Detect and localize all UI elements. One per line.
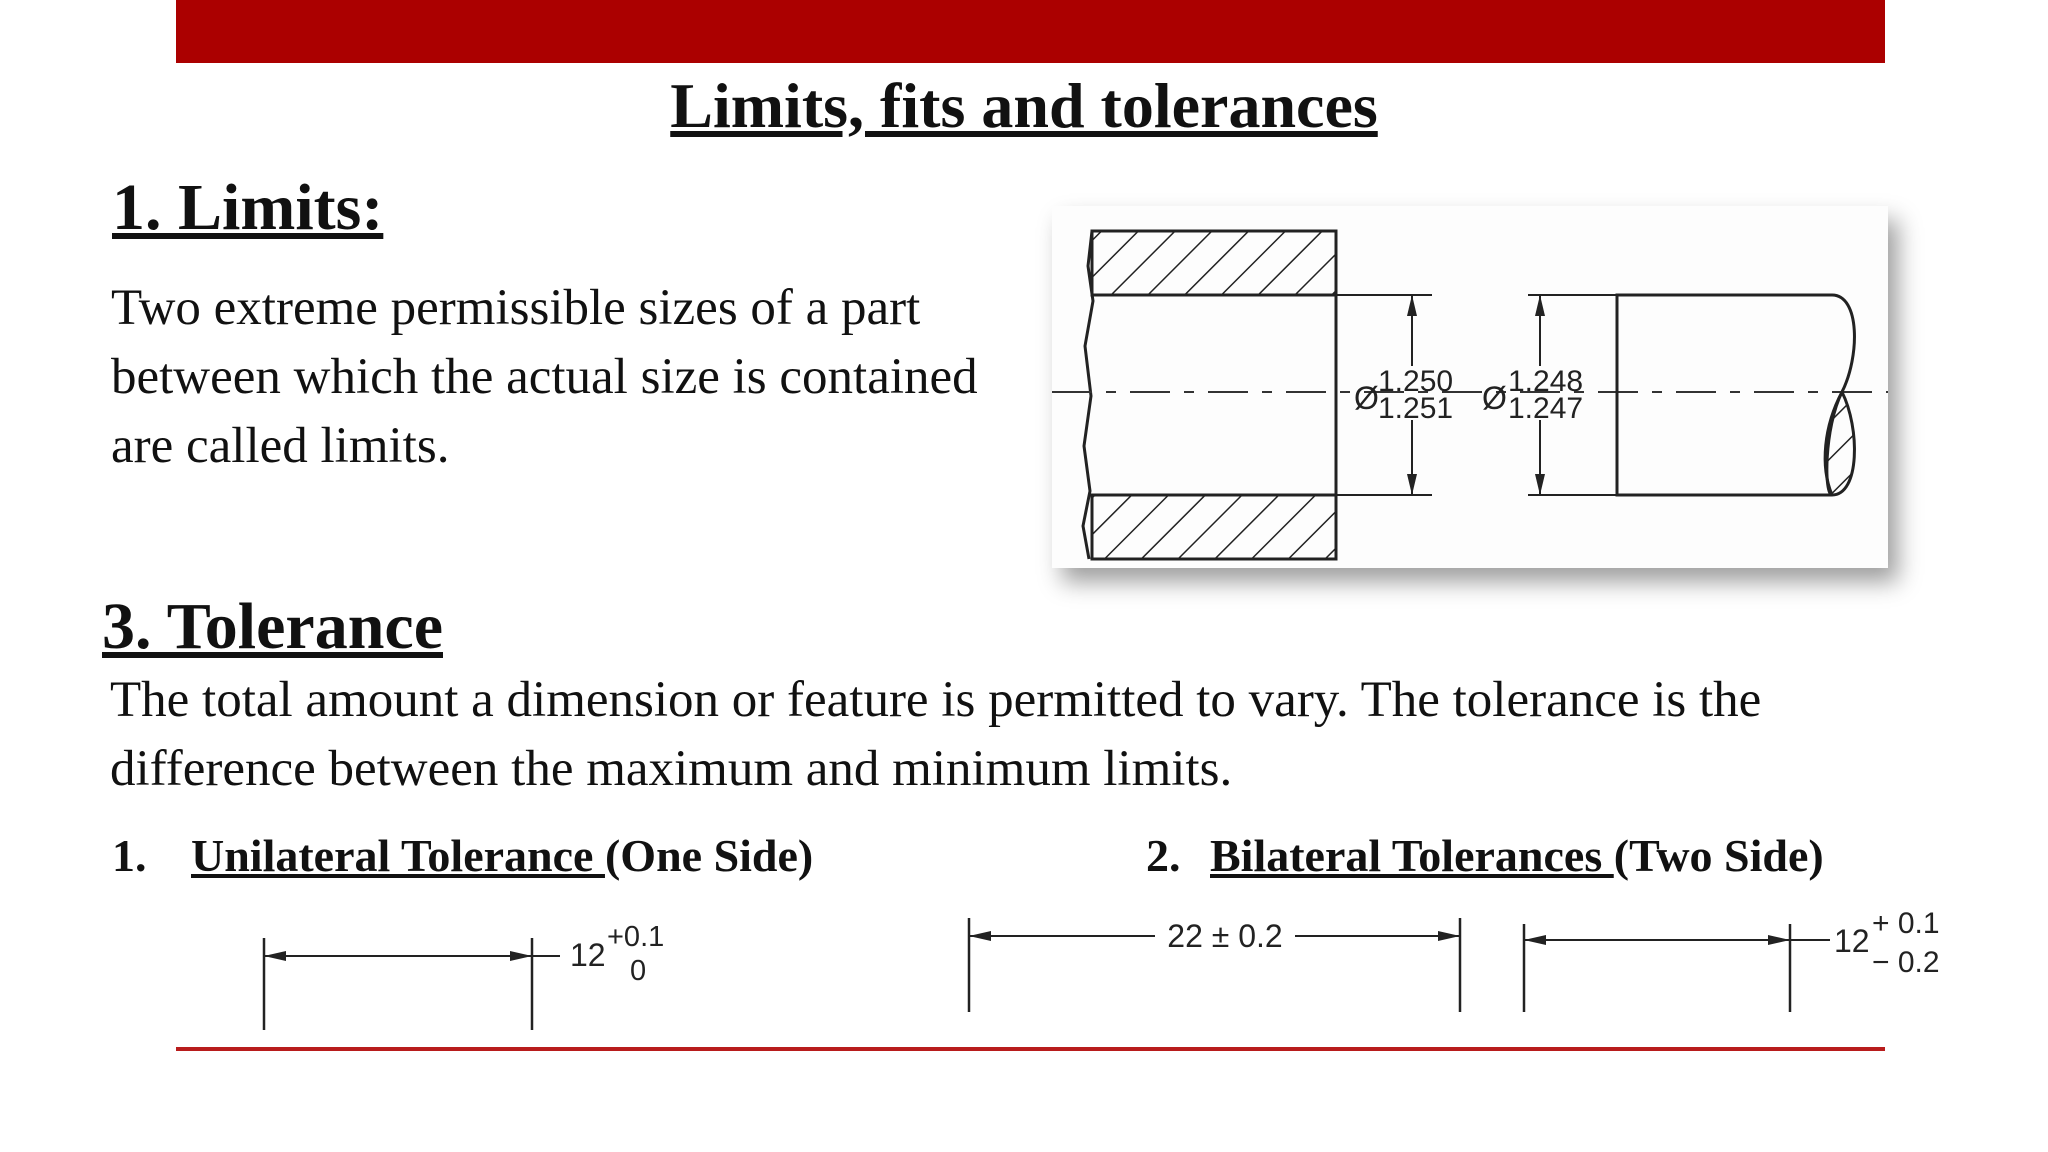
top-accent-bar xyxy=(176,0,1885,63)
shaft-view xyxy=(1617,295,1854,495)
slide-title: Limits, fits and tolerances xyxy=(670,70,1378,141)
bilateral-lower: − 0.2 xyxy=(1872,946,1940,979)
tolerance-heading: 3. Tolerance xyxy=(102,590,443,663)
hole-shaft-drawing xyxy=(1052,206,1888,568)
bottom-divider xyxy=(176,1047,1885,1051)
hole-section xyxy=(1083,231,1336,559)
tolerance-definition: The total amount a dimension or feature is permitted to vary. The tolerance is the difference between the maximum and minimum limits. xyxy=(110,672,1762,797)
shaft-dim-upper: 1.248 xyxy=(1508,365,1584,398)
limits-figure xyxy=(1052,206,1888,568)
limits-definition: Two extreme permissible sizes of a part between which the actual size is contained are called limits. xyxy=(111,280,978,474)
shaft-diameter-symbol: Ø xyxy=(1482,380,1507,416)
limits-heading: 1. Limits: xyxy=(112,171,384,244)
unilateral-upper: +0.1 xyxy=(607,921,665,953)
bilateral-nominal: 12 xyxy=(1834,923,1870,959)
unilateral-nominal: 12 xyxy=(570,937,606,973)
hole-dim-lower: 1.251 xyxy=(1378,392,1454,425)
list-item-number: 2. xyxy=(1146,830,1181,881)
unilateral-tolerance-example xyxy=(250,900,690,1040)
shaft-dim-lower: 1.247 xyxy=(1508,392,1584,425)
list-item-unilateral xyxy=(112,826,813,886)
unilateral-lower: 0 xyxy=(630,955,647,987)
bilateral-upper: + 0.1 xyxy=(1872,907,1940,940)
bilateral-symmetric-example xyxy=(960,900,1480,1040)
bilateral-symmetric-value: 22 ± 0.2 xyxy=(1167,918,1283,954)
list-item-bilateral xyxy=(1146,826,1824,886)
list-item-label: Bilateral Tolerances xyxy=(1210,830,1614,881)
list-item-suffix: (Two Side) xyxy=(1613,830,1824,881)
hole-dimension xyxy=(1336,295,1453,495)
hole-diameter-symbol: Ø xyxy=(1354,380,1379,416)
list-item-suffix: (One Side) xyxy=(604,830,814,881)
list-item-number: 1. xyxy=(112,830,147,881)
bilateral-tolerance-example xyxy=(1508,900,1978,1040)
shaft-dimension xyxy=(1482,295,1617,495)
hole-dim-upper: 1.250 xyxy=(1378,365,1454,398)
list-item-label: Unilateral Tolerance xyxy=(191,830,605,881)
